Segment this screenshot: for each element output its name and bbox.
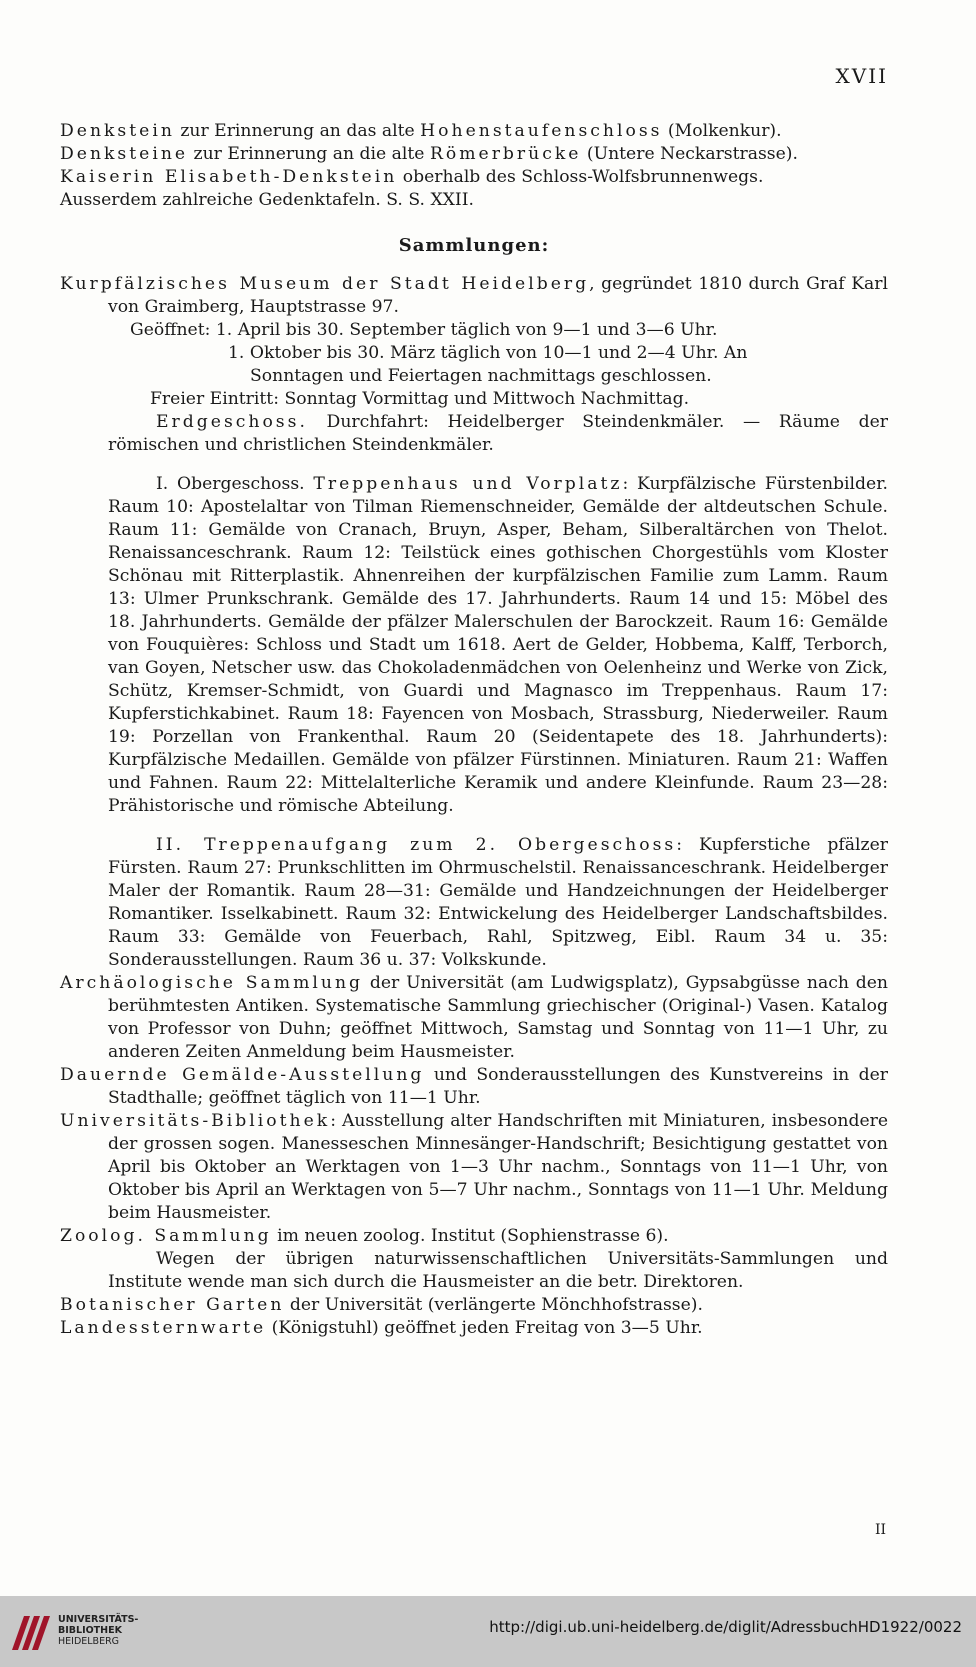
signature-mark: II: [874, 1522, 886, 1538]
collection-entry: Dauernde Gemälde-Ausstellung und Sonderausstellungen des Kunstvereins in der Stadthalle; geöffnet täglich von 11—1 Uhr.: [60, 1065, 889, 1108]
museum-name: Kurpfälzisches Museum der Stadt Heidelberg: [60, 274, 590, 294]
collection-entry: Botanischer Garten der Universität (verlängerte Mönchhofstrasse).: [60, 1295, 703, 1315]
intro-line: Ausserdem zahlreiche Gedenktafeln. S. S. XXII.: [60, 190, 474, 210]
library-logo-text: UNIVERSITÄTS- BIBLIOTHEK HEIDELBERG: [58, 1614, 139, 1647]
section-heading: Sammlungen:: [398, 235, 550, 256]
page-number: XVII: [835, 64, 888, 88]
opening-hours-winter: 1. Oktober bis 30. März täglich von 10—1 und 2—4 Uhr. An: [228, 343, 748, 363]
collection-entry: Archäologische Sammlung der Universität (am Ludwigsplatz), Gypsabgüsse nach den berühmtesten Antiken. Systematische Sammlung griechischer (Original-) Vasen. Katalog von Professor von Duhn; geöffnet Mittwoch, Samstag und Sonntag von 11—1 Uhr, zu anderen Zeiten Anmeldung beim Hausmeister.: [60, 973, 888, 1062]
footer-bar: [0, 1596, 976, 1667]
first-floor: I. Obergeschoss. Treppenhaus und Vorplatz: Kurpfälzische Fürstenbilder. Raum 10: Apostelaltar von Tilman Riemenschneider, Gemälde der altdeutschen Schule. Raum 11: Gemälde von Cranach, Bruyn, Asper, Beham, Silberaltärchen von Thelot. Renaissanceschrank. Raum 12: Teilstück eines gothischen Chorgestühls vom Kloster Schönau mit Ritterplastik. Ahnenreihen der kurpfälzischen Familie zum Lamm. Raum 13: Ulmer Prunkschrank. Gemälde des 17. Jahrhunderts. Raum 14 und 15: Möbel des 18. Jahrhunderts. Gemälde der pfälzer Malerschulen der Barockzeit. Raum 16: Gemälde von Fouquières: Schloss und Stadt um 1618. Aert de Gelder, Hobbema, Kalff, Terborch, van Goyen, Netscher usw. das Chokoladenmädchen von Oelenheinz und Werke von Zick, Schütz, Kremser-Schmidt, von Guardi und Magnasco im Treppenhaus. Raum 17: Kupferstichkabinet. Raum 18: Fayencen von Mosbach, Strassburg, Niederweiler. Raum 19: Porzellan von Frankenthal. Raum 20 (Seidentapete des 18. Jahrhunderts): Kurpfälzische Medaillen. Gemälde von pfälzer Fürstinnen. Miniaturen. Raum 21: Waffen und Fahnen. Raum 22: Mittelalterliche Keramik und andere Kleinfunde. Raum 23—28: Prähistorische und römische Abteilung.: [108, 474, 889, 816]
intro-line: Denkstein zur Erinnerung an das alte Hohenstaufenschloss (Molkenkur).: [60, 121, 782, 141]
collection-entry: Universitäts-Bibliothek: Ausstellung alter Handschriften mit Miniaturen, insbesondere der grossen sogen. Manesseschen Minnesänger-Handschrift; Besichtigung gestattet von April bis Oktober an Werktagen von 1—3 Uhr nachm., Sonntags von 11—1 Uhr, von Oktober bis April an Werktagen von 5—7 Uhr nachm., Sonntags von 11—1 Uhr. Meldung beim Hausmeister.: [60, 1111, 888, 1223]
zoolog-note: Wegen der übrigen naturwissenschaftlichen Universitäts-Sammlungen und Institute wende man sich durch die Hausmeister an die betr. Direktoren.: [108, 1249, 888, 1292]
opening-hours: Geöffnet: 1. April bis 30. September täglich von 9—1 und 3—6 Uhr.: [130, 320, 718, 340]
ground-floor: Erdgeschoss. Durchfahrt: Heidelberger Steindenkmäler. — Räume der römischen und christlichen Steindenkmäler.: [108, 412, 888, 455]
page-body: [60, 120, 888, 1340]
free-entry: Freier Eintritt: Sonntag Vormittag und Mittwoch Nachmittag.: [150, 389, 690, 409]
collection-entry: Landessternwarte (Königstuhl) geöffnet jeden Freitag von 3—5 Uhr.: [60, 1318, 703, 1338]
library-logo-icon: [8, 1610, 52, 1654]
source-url-link[interactable]: http://digi.ub.uni-heidelberg.de/diglit/AdressbuchHD1922/0022: [489, 1618, 962, 1636]
collection-entry: Zoolog. Sammlung im neuen zoolog. Institut (Sophienstrasse 6).: [60, 1226, 669, 1246]
opening-hours-note: Sonntagen und Feiertagen nachmittags geschlossen.: [250, 366, 712, 386]
museum-entry: Kurpfälzisches Museum der Stadt Heidelberg, gegründet 1810 durch Graf Karl von Graimberg, Hauptstrasse 97.: [60, 274, 888, 317]
intro-line: Denksteine zur Erinnerung an die alte Römerbrücke (Untere Neckarstrasse).: [60, 144, 798, 164]
intro-line: Kaiserin Elisabeth-Denkstein oberhalb des Schloss-Wolfsbrunnenwegs.: [60, 167, 764, 187]
second-floor: II. Treppenaufgang zum 2. Obergeschoss: Kupferstiche pfälzer Fürsten. Raum 27: Prunkschlitten im Ohrmuschelstil. Renaissanceschrank. Heidelberger Maler der Romantik. Raum 28—31: Gemälde und Handzeichnungen der Heidelberger Romantiker. Isselkabinett. Raum 32: Entwickelung des Heidelberger Landschaftsbildes. Raum 33: Gemälde von Feuerbach, Rahl, Spitzweg, Eibl. Raum 34 u. 35: Sonderausstellungen. Raum 36 u. 37: Volkskunde.: [108, 835, 888, 970]
